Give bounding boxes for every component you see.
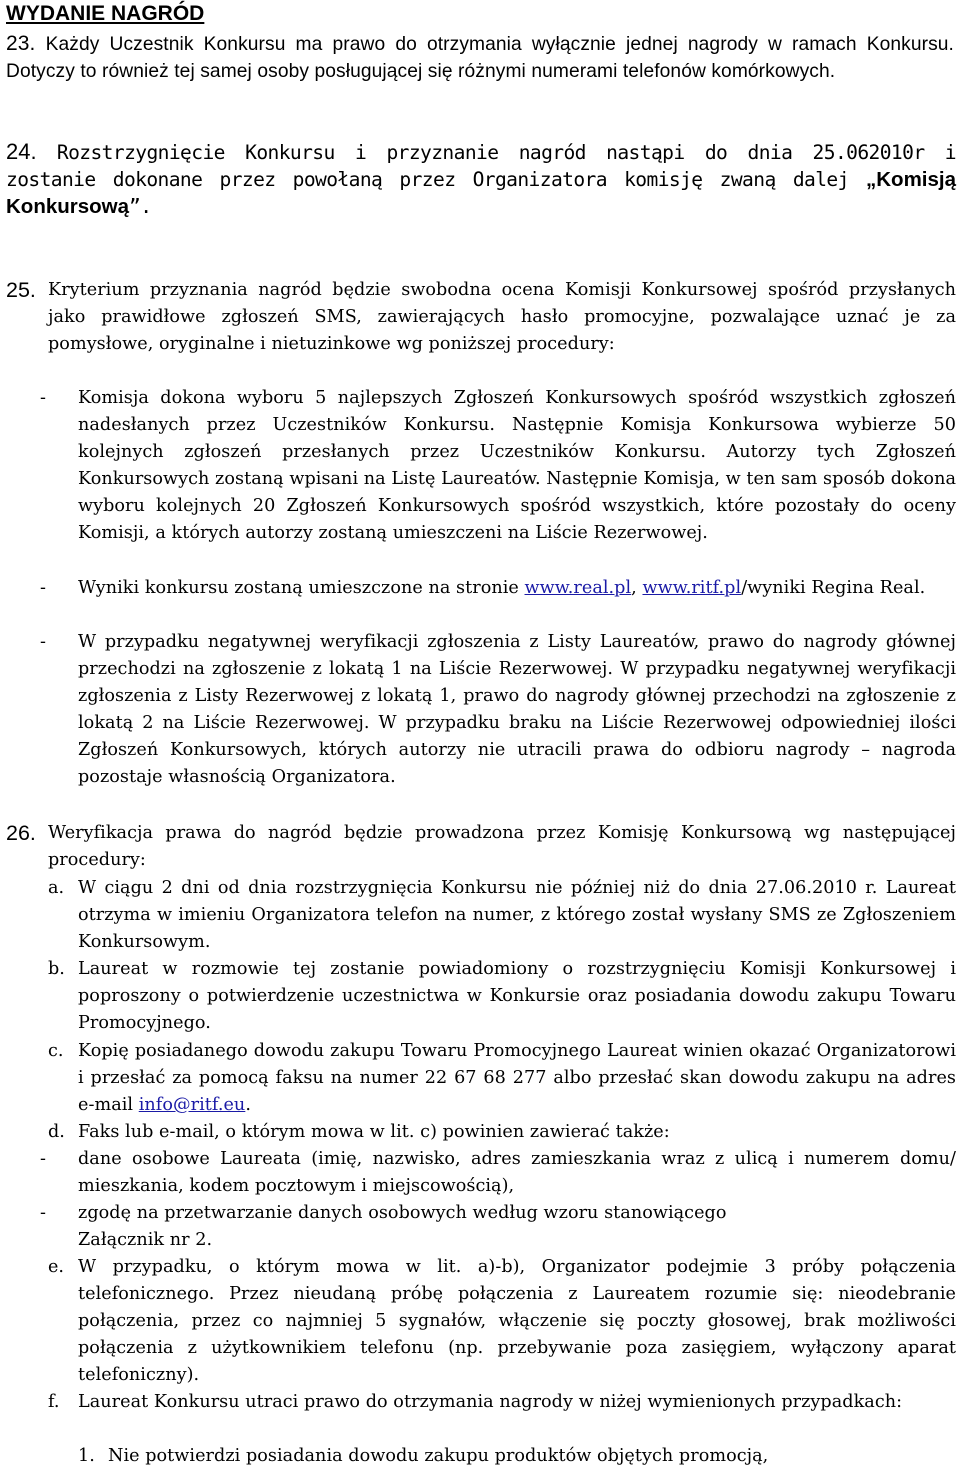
defined-term: „Komisją Konkursową bbox=[6, 168, 956, 218]
paragraph-24 bbox=[6, 138, 956, 220]
paragraph-number: 25. bbox=[6, 278, 36, 302]
item-label: f. bbox=[48, 1392, 60, 1412]
link-ritf[interactable]: www.ritf.pl bbox=[642, 578, 742, 598]
item-label: b. bbox=[48, 959, 65, 979]
section-heading: WYDANIE NAGRÓD bbox=[6, 2, 205, 25]
list-item-text: /wyniki Regina Real. bbox=[741, 578, 926, 598]
paragraph-text: Każdy Uczestnik Konkursu ma prawo do otrzymania wyłącznie jednej nagrody w ramach Konkursu. Dotyczy to również tej samej osoby posługującej się różnymi numerami telefonów komórkowych. bbox=[6, 34, 954, 82]
list-item-d: Faks lub e-mail, o którym mowa w lit. c) powinien zawierać także: bbox=[78, 1122, 670, 1142]
list-item: W przypadku negatywnej weryfikacji zgłoszenia z Listy Laureatów, prawo do nagrody głównej przechodzi na zgłoszenie z lokatą 1 na Liście Rezerwowej. W przypadku negatywnej weryfikacji zgłoszenia z Listy Rezerwowej z lokatą 1, prawo do nagrody głównej przechodzi na zgłoszenie z lokatą 2 na Liście Rezerwowej. W przypadku braku na Liście Rezerwowej odpowiedniej ilości Zgłoszeń Konkursowych, których autorzy nie utracili prawa do odbioru nagrody – nagroda pozostaje własnością Organizatora. bbox=[78, 632, 956, 787]
link-real[interactable]: www.real.pl bbox=[524, 578, 632, 598]
list-item: Komisja dokona wyboru 5 najlepszych Zgłoszeń Konkursowych spośród wszystkich zgłoszeń nadesłanych przez Uczestników Konkursu. Następnie Komisja Konkursowa wybierze 50 kolejnych zgłoszeń przesłanych przez Uczestników Konkursu. Autorzy tych Zgłoszeń Konkursowych zostaną wpisani na Listę Laureatów. Następnie Komisja, w ten sam sposób dokona wyboru kolejnych 20 Zgłoszeń Konkursowych spośród wszystkich, które pozostały do oceny Komisji, a których autorzy zostaną umieszczeni na Liście Rezerwowej. bbox=[78, 388, 956, 543]
bullet-mark: - bbox=[40, 632, 46, 652]
list-item-f1: Nie potwierdzi posiadania dowodu zakupu produktów objętych promocją, bbox=[108, 1446, 769, 1466]
paragraph-text: Rozstrzygnięcie Konkursu i przyznanie nagród nastąpi do dnia 25.062010r i zostanie dokonane przez powołaną przez Organizatora komisję zwaną dalej bbox=[6, 141, 957, 191]
list-item-f: Laureat Konkursu utraci prawo do otrzymania nagrody w niżej wymienionych przypadkach: bbox=[78, 1392, 903, 1412]
paragraph-text-end: ”. bbox=[129, 195, 152, 218]
paragraph-number: 26. bbox=[6, 821, 36, 845]
list-item-text: Wyniki konkursu zostaną umieszczone na stronie bbox=[78, 578, 525, 598]
paragraph-23 bbox=[6, 31, 954, 85]
sub-list-item-line: zgodę na przetwarzanie danych osobowych według wzoru stanowiącego bbox=[78, 1203, 727, 1223]
item-label: a. bbox=[48, 878, 65, 898]
email-link[interactable]: info@ritf.eu bbox=[138, 1095, 246, 1115]
list-item-b: Laureat w rozmowie tej zostanie powiadomiony o rozstrzygnięciu Komisji Konkursowej i poproszony o potwierdzenie uczestnictwa w Konkursie oraz posiadania dowodu zakupu Towaru Promocyjnego. bbox=[78, 959, 956, 1033]
item-label: 1. bbox=[78, 1446, 95, 1466]
bullet-mark: - bbox=[40, 388, 46, 408]
item-label: c. bbox=[48, 1041, 64, 1061]
list-item-text: Kopię posiadanego dowodu zakupu Towaru Promocyjnego Laureat winien okazać Organizatorowi i przesłać za pomocą faksu na numer 22 67 68 277 albo przesłać skan dowodu zakupu na adres e-mail bbox=[78, 1041, 956, 1115]
item-label: e. bbox=[48, 1257, 65, 1277]
paragraph-25-text: Kryterium przyznania nagród będzie swobodna ocena Komisji Konkursowej spośród przysłanych jako prawidłowe zgłoszeń SMS, zawierających hasło promocyjne, pozwalające uznać je za pomysłowe, oryginalne i nietuzinkowe wg poniższej procedury: bbox=[48, 280, 956, 354]
sub-list-item bbox=[78, 1200, 956, 1254]
list-item bbox=[78, 575, 956, 602]
sub-list-item-line: Załącznik nr 2. bbox=[78, 1230, 213, 1250]
list-item-a: W ciągu 2 dni od dnia rozstrzygnięcia Konkursu nie później niż do dnia 27.06.2010 r. Laureat otrzyma w imieniu Organizatora telefon na numer, z którego został wysłany SMS ze Zgłoszeniem Konkursowym. bbox=[78, 878, 956, 952]
bullet-mark: - bbox=[40, 1149, 46, 1169]
paragraph-26-text: Weryfikacja prawa do nagród będzie prowadzona przez Komisję Konkursową wg następującej procedury: bbox=[48, 823, 956, 870]
sub-list-item: dane osobowe Laureata (imię, nazwisko, adres zamieszkania wraz z ulicą i numerem domu/ mieszkania, kodem pocztowym i miejscowością), bbox=[78, 1149, 956, 1196]
item-label: d. bbox=[48, 1122, 65, 1142]
paragraph-number: 23. bbox=[6, 32, 36, 55]
paragraph-number: 24. bbox=[6, 139, 37, 164]
bullet-mark: - bbox=[40, 1203, 46, 1223]
list-item-text-end: . bbox=[245, 1095, 251, 1115]
bullet-mark: - bbox=[40, 578, 46, 598]
separator: , bbox=[631, 578, 643, 598]
list-item-c bbox=[78, 1038, 956, 1119]
list-item-e: W przypadku, o którym mowa w lit. a)-b), Organizator podejmie 3 próby połączenia telefonicznego. Przez nieudaną próbę połączenia z Laureatem rozumie się: nieodebranie połączenia, przez co najmniej 5 sygnałów, włączenie się poczty głosowej, brak możliwości połączenia z użytkownikiem telefonu (np. przebywanie poza zasięgiem, wyłączony aparat telefoniczny). bbox=[78, 1257, 956, 1385]
